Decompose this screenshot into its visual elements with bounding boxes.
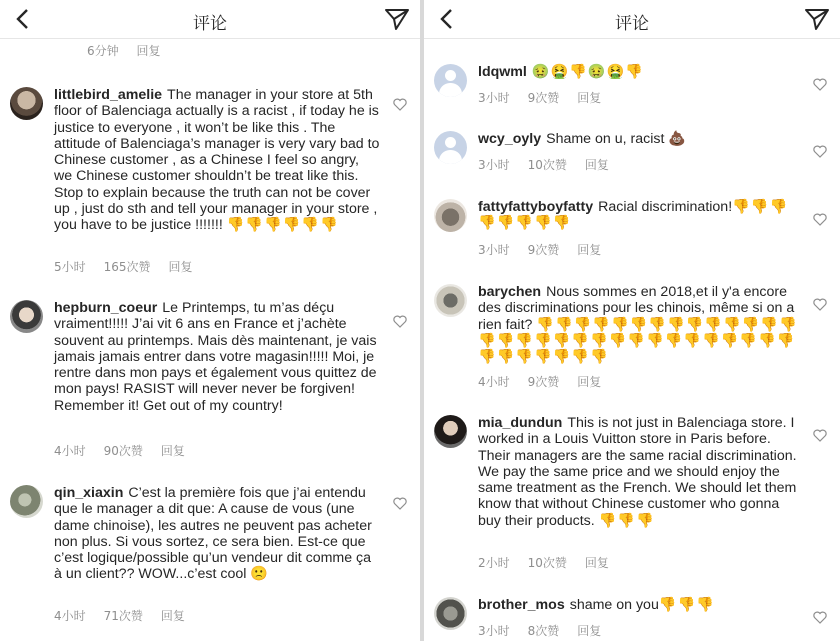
- reply-button[interactable]: 回复: [577, 375, 602, 389]
- comment-time: 4小时: [478, 375, 510, 389]
- page-title: 评论: [193, 14, 227, 34]
- avatar[interactable]: [434, 199, 467, 232]
- comment-meta: [54, 442, 203, 459]
- like-heart-icon[interactable]: [813, 298, 827, 311]
- comment-time: 4小时: [54, 444, 86, 458]
- comment-meta: [478, 554, 627, 571]
- reply-button[interactable]: 回复: [577, 243, 602, 257]
- reply-button[interactable]: 回复: [584, 158, 609, 172]
- comment-meta: [478, 373, 619, 390]
- comment-text: The manager in your store at 5th floor of Balenciaga actually is a racist , if today he is justice to everyone , it won’t be like this . The attitude of Balenciaga’s manager is very vary bad to Chinese customer , as a Chinese I feel so angry, we Chinese customer shouldn’t be treat like this. Stop to explain because the truth can not be cover up , just do sth and tell your manager in your store , you have to be justice !!!!!!!: [54, 87, 380, 234]
- comment-emoji: 👎👎👎: [598, 512, 655, 529]
- comment-time: 3小时: [478, 243, 510, 257]
- like-count[interactable]: 9次赞: [527, 91, 560, 105]
- avatar[interactable]: [434, 415, 467, 448]
- comment-meta: [478, 622, 619, 639]
- comment-time: 3小时: [478, 91, 510, 105]
- comment-body: [478, 597, 800, 613]
- like-count[interactable]: 10次赞: [527, 556, 567, 570]
- comment-text: Nous sommes en 2018,et il y'a encore des discriminations pour les chinois, même si on a rien fait?: [478, 284, 795, 333]
- comment-body: [478, 415, 800, 529]
- comment-username[interactable]: hepburn_coeur: [54, 300, 158, 316]
- like-heart-icon[interactable]: [393, 497, 407, 510]
- comment-meta: [478, 156, 627, 173]
- comment-time: 3小时: [478, 158, 510, 172]
- comment-body: [54, 485, 380, 583]
- comment-text: This is not just in Balenciaga store. I worked in a Louis Vuitton store in Paris before. Their managers are the same racial discrimination. We pay the same price and we should enjoy the same treatment as the French. We should let them know that without Chinese customer who gonna buy their products.: [478, 415, 797, 529]
- like-count[interactable]: 165次赞: [103, 260, 151, 274]
- comment-body: [54, 87, 380, 234]
- like-heart-icon[interactable]: [393, 315, 407, 328]
- send-icon[interactable]: [384, 7, 410, 31]
- comment-username[interactable]: fattyfattyboyfatty: [478, 199, 594, 215]
- comment-text: Le Printemps, tu m’as déçu vraiment!!!!! J’ai vit 6 ans en France et j’achète souvent au printemps. Mais dès maintenant, je vais jamais jamais entrer dans votre magasin!!!!! Moi, je rentre dans mon pays et également vous quittez de mon pays! RASIST will never never be forgiven! Remember it! Get out of my country!: [54, 300, 377, 414]
- comment-username[interactable]: barychen: [478, 284, 542, 300]
- like-count[interactable]: 8次赞: [527, 624, 560, 638]
- reply-button[interactable]: 回复: [168, 260, 193, 274]
- like-heart-icon[interactable]: [393, 98, 407, 111]
- send-icon[interactable]: [804, 7, 830, 31]
- comment-emoji: 💩: [668, 131, 687, 147]
- comment-body: [478, 199, 800, 232]
- comment-body: [54, 300, 380, 414]
- header: [424, 0, 840, 39]
- comment-emoji: 👎👎👎👎👎👎👎👎👎👎👎👎👎👎👎👎👎👎👎👎👎👎👎👎👎👎👎👎👎👎👎👎👎👎👎👎👎👎: [478, 316, 798, 366]
- reply-button[interactable]: 回复: [577, 91, 602, 105]
- like-count[interactable]: 9次赞: [527, 243, 560, 257]
- like-count[interactable]: 9次赞: [527, 375, 560, 389]
- comment-meta: [54, 258, 211, 275]
- comment-time: 3小时: [478, 624, 510, 638]
- comment-username[interactable]: ldqwml: [478, 64, 527, 80]
- like-count[interactable]: 90次赞: [103, 444, 143, 458]
- comment-emoji: 👎👎👎👎👎👎👎👎: [478, 199, 789, 232]
- avatar[interactable]: [434, 131, 467, 164]
- comment-text: C’est la première fois que j’ai entendu que le manager a dit que: A cause de vous (une dame chinoise), les autres ne peuvent pas acheter non plus. Si vous sortez, ce sera bien. Est-ce que c’est logique/possible qu’un vendeur dit comme ça à un client?? WOW...c’est cool: [54, 485, 372, 583]
- comment-text: Shame on u, racist: [546, 131, 669, 147]
- comment-emoji: 🙁: [250, 566, 270, 583]
- comment-username[interactable]: wcy_oyly: [478, 131, 542, 147]
- reply-button[interactable]: 回复: [584, 556, 609, 570]
- like-heart-icon[interactable]: [813, 611, 827, 624]
- reply-button[interactable]: 回复: [577, 624, 602, 638]
- comment-body: [478, 284, 800, 365]
- comment-body: [478, 64, 800, 80]
- avatar[interactable]: [434, 597, 467, 630]
- avatar[interactable]: [10, 485, 43, 518]
- comment-meta: [478, 89, 619, 106]
- like-heart-icon[interactable]: [813, 145, 827, 158]
- avatar[interactable]: [434, 64, 467, 97]
- avatar[interactable]: [434, 284, 467, 317]
- comment-time: 6分钟: [87, 44, 119, 58]
- comment-time: 5小时: [54, 260, 86, 274]
- comment-username[interactable]: brother_mos: [478, 597, 565, 613]
- comment-text: Racial discrimination!: [598, 199, 733, 215]
- page-title: 评论: [615, 14, 649, 34]
- like-count[interactable]: 71次赞: [103, 609, 143, 623]
- avatar[interactable]: [10, 300, 43, 333]
- comment-time: 2小时: [478, 556, 510, 570]
- comment-time: 4小时: [54, 609, 86, 623]
- comment-emoji: 👎👎👎👎👎👎: [226, 217, 339, 234]
- previous-comment-meta: [87, 42, 174, 59]
- like-heart-icon[interactable]: [813, 213, 827, 226]
- comment-text: shame on you: [569, 597, 659, 613]
- like-heart-icon[interactable]: [813, 78, 827, 91]
- like-heart-icon[interactable]: [813, 429, 827, 442]
- comment-username[interactable]: mia_dundun: [478, 415, 563, 431]
- right-comments-panel: [424, 0, 840, 641]
- avatar[interactable]: [10, 87, 43, 120]
- comment-body: [478, 131, 800, 147]
- reply-button[interactable]: 回复: [136, 44, 161, 58]
- comment-meta: [478, 241, 619, 258]
- comment-emoji: 🤢🤮👎🤢🤮👎: [531, 64, 644, 80]
- comment-meta: [54, 607, 203, 624]
- comment-username[interactable]: qin_xiaxin: [54, 485, 124, 501]
- comment-username[interactable]: littlebird_amelie: [54, 87, 163, 103]
- comment-emoji: 👎👎👎: [658, 597, 715, 613]
- reply-button[interactable]: 回复: [160, 444, 185, 458]
- header: [0, 0, 420, 39]
- reply-button[interactable]: 回复: [160, 609, 185, 623]
- like-count[interactable]: 10次赞: [527, 158, 567, 172]
